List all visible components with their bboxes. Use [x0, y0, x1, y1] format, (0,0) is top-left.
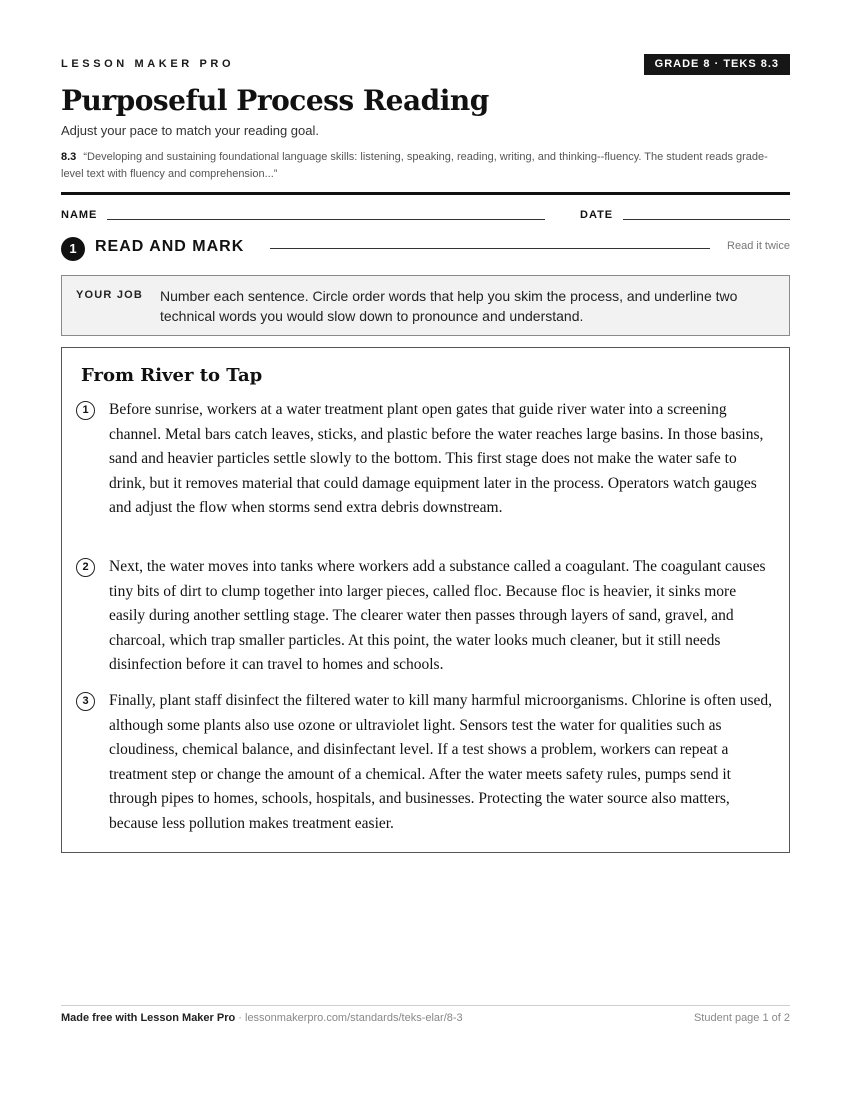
section-note: Read it twice [727, 240, 790, 252]
passage-title: From River to Tap [81, 365, 263, 386]
section-number-badge: 1 [61, 237, 85, 261]
paragraph-3: Finally, plant staff disinfect the filtered water to kill many harmful microorganisms. Chlorine is often used, although some plants also use ozone or ultraviolet light. Sensors test the water for qualities such as cloudiness, chemical balance, and disinfectant level. If a test shows a problem, workers can repeat a treatment step or change the amount of a chemical. After the water meets safety rules, pumps send it through pipes to homes, schools, hospitals, and businesses. Protecting the water source also matters, because less pollution makes treatment easier. [109, 692, 773, 832]
section-title: READ AND MARK [95, 238, 245, 255]
header-divider [61, 192, 790, 195]
name-label: NAME [61, 209, 98, 221]
grade-badge: GRADE 8 · TEKS 8.3 [644, 54, 790, 75]
standard-description [61, 149, 790, 183]
footer-credit [61, 1012, 463, 1024]
name-field-line[interactable] [107, 219, 545, 220]
brand-name: LESSON MAKER PRO [61, 58, 235, 70]
paragraph-number-3: 3 [76, 692, 95, 711]
paragraph-2: Next, the water moves into tanks where workers add a substance called a coagulant. The coagulant causes tiny bits of dirt to clump together into larger pieces, called floc. Because floc is heavier, it sinks more easily during another settling stage. The clearer water then passes through layers of sand, gravel, and charcoal, which trap smaller particles. At this point, the water looks much cleaner, but it still needs disinfection before it can travel to homes and schools. [109, 558, 766, 673]
footer-page-number: Student page 1 of 2 [693, 1012, 790, 1024]
paragraph-number-2: 2 [76, 558, 95, 577]
date-label: DATE [580, 209, 614, 221]
footer-divider [61, 1005, 790, 1006]
section-divider [270, 248, 710, 249]
your-job-instructions: Number each sentence. Circle order words that help you skim the process, and underline two technical words you would slow down to pronounce and understand. [160, 288, 738, 324]
paragraph-1: Before sunrise, workers at a water treatment plant open gates that guide river water into a screening channel. Metal bars catch leaves, sticks, and plastic before the water reaches large basins. In those basins, sand and heavier particles settle slowly to the bottom. This first stage does not make the water safe to drink, but it removes material that could damage equipment later in the process. Operators watch gauges and adjust the flow when storms send extra debris downstream. [109, 401, 764, 516]
footer-url[interactable]: lessonmakerpro.com/standards/teks-elar/8-3 [245, 1012, 463, 1024]
footer-made-with: Made free with Lesson Maker Pro [61, 1012, 236, 1024]
worksheet-page [61, 0, 790, 1100]
date-field-line[interactable] [623, 219, 790, 220]
page-title: Purposeful Process Reading [61, 84, 489, 117]
standard-text: “Developing and sustaining foundational language skills: listening, speaking, reading, writing, and thinking--fluency. The student reads grade-level text with fluency and comprehension...” [61, 151, 768, 180]
page-subtitle: Adjust your pace to match your reading goal. [61, 123, 319, 138]
your-job-label: YOUR JOB [76, 289, 144, 301]
standard-code: 8.3 [61, 151, 77, 163]
your-job-box [61, 275, 790, 336]
paragraph-number-1: 1 [76, 401, 95, 420]
reading-passage [61, 347, 790, 853]
footer-separator: · [235, 1012, 245, 1024]
